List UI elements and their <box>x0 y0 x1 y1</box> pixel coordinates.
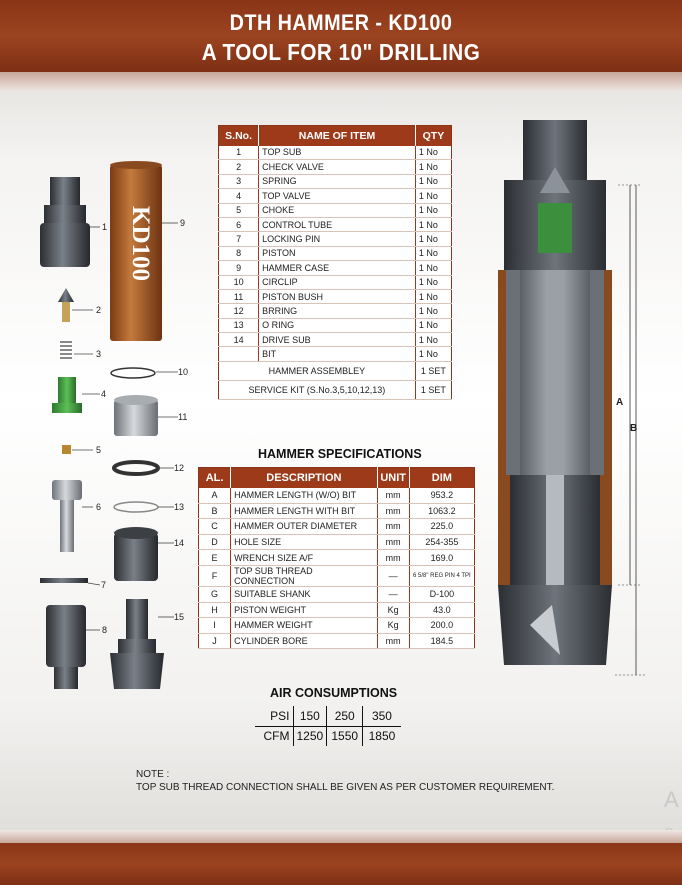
item-sno: 10 <box>219 275 259 289</box>
item-qty: 1 No <box>415 289 451 303</box>
item-name: CIRCLIP <box>259 275 416 289</box>
specs-row <box>199 633 475 649</box>
items-row <box>219 203 452 217</box>
spec-description: WRENCH SIZE A/F <box>231 550 378 566</box>
spec-al: A <box>199 488 231 504</box>
callout-15: 15 <box>174 612 185 622</box>
callout-3: 3 <box>96 349 102 359</box>
callout-11: 11 <box>178 412 188 422</box>
specs-table <box>198 467 475 649</box>
item-qty: 1 No <box>415 333 451 347</box>
part-piston-bush <box>114 395 178 436</box>
item-sno: 13 <box>219 318 259 332</box>
spec-description: HAMMER WEIGHT <box>231 618 378 634</box>
items-row <box>219 246 452 260</box>
item-qty: 1 No <box>415 261 451 275</box>
item-sno: 11 <box>219 289 259 303</box>
hammer-section-drawing <box>490 115 670 685</box>
callout-10: 10 <box>178 367 189 377</box>
specs-row <box>199 534 475 550</box>
part-top-sub <box>40 177 100 267</box>
footer-band <box>0 830 682 843</box>
item-qty: 1 No <box>415 189 451 203</box>
part-piston <box>46 605 100 689</box>
spec-dim: 43.0 <box>409 602 474 618</box>
spec-dim: 6 5/8" REG PIN 4 TPI <box>409 565 474 586</box>
spec-unit: mm <box>377 488 409 504</box>
item-qty: 1 No <box>415 347 451 361</box>
part-choke <box>62 445 93 454</box>
spec-description: PISTON WEIGHT <box>231 602 378 618</box>
item-sno: 9 <box>219 261 259 275</box>
item-name: CONTROL TUBE <box>259 217 416 231</box>
callout-4: 4 <box>101 389 107 399</box>
spec-al: C <box>199 519 231 535</box>
item-name: TOP VALVE <box>259 189 416 203</box>
header-banner <box>0 0 682 72</box>
specs-body <box>199 488 475 649</box>
page-subtitle: A TOOL FOR 10" DRILLING <box>201 39 481 65</box>
spec-unit: Kg <box>377 602 409 618</box>
callout-5: 5 <box>96 445 102 455</box>
item-name: BIT <box>259 347 416 361</box>
air-psi-value: 250 <box>327 706 363 726</box>
specs-row <box>199 565 475 586</box>
item-name: PISTON <box>259 246 416 260</box>
items-assembly-row <box>219 361 452 380</box>
air-cfm-label: CFM <box>255 726 293 746</box>
specs-col-dim: DIM <box>409 468 474 488</box>
specs-row <box>199 488 475 504</box>
items-table <box>218 125 452 400</box>
air-table <box>255 706 401 746</box>
spec-al: J <box>199 633 231 649</box>
air-cfm-value: 1550 <box>327 726 363 746</box>
callout-8: 8 <box>102 625 108 635</box>
items-service-kit-row <box>219 380 452 399</box>
spec-unit: mm <box>377 503 409 519</box>
air-cfm-value: 1850 <box>368 729 396 744</box>
spec-dim: D-100 <box>409 586 474 602</box>
items-row <box>219 174 452 188</box>
specs-col-desc: DESCRIPTION <box>231 468 378 488</box>
item-sno: 6 <box>219 217 259 231</box>
callout-14: 14 <box>174 538 185 548</box>
dimension-b-label: B <box>630 423 638 434</box>
callout-9: 9 <box>180 218 186 228</box>
spec-al: H <box>199 602 231 618</box>
note <box>136 768 554 794</box>
spec-unit: — <box>377 565 409 586</box>
specs-col-al: AL. <box>199 468 231 488</box>
service-kit-name: SERVICE KIT (S.No.3,5,10,12,13) <box>219 380 416 399</box>
spec-unit: mm <box>377 519 409 535</box>
spec-al: I <box>199 618 231 634</box>
footer-banner <box>0 843 682 885</box>
item-sno: 2 <box>219 160 259 174</box>
specs-row <box>199 602 475 618</box>
specs-header-row <box>199 468 475 488</box>
spec-al: D <box>199 534 231 550</box>
item-qty: 1 No <box>415 146 451 160</box>
assembly-name: HAMMER ASSEMBLEY <box>219 361 416 380</box>
item-name: CHOKE <box>259 203 416 217</box>
item-qty: 1 No <box>415 203 451 217</box>
items-row <box>219 146 452 160</box>
spec-dim: 200.0 <box>409 618 474 634</box>
air-cfm-value: 1250 <box>293 726 327 746</box>
air-psi-row <box>255 706 401 726</box>
items-row <box>219 217 452 231</box>
items-header-row <box>219 126 452 146</box>
items-col-name: NAME OF ITEM <box>259 126 416 146</box>
items-row <box>219 333 452 347</box>
part-b-ring <box>114 462 174 474</box>
item-name: DRIVE SUB <box>259 333 416 347</box>
specs-row <box>199 519 475 535</box>
spec-description: HAMMER OUTER DIAMETER <box>231 519 378 535</box>
item-qty: 1 No <box>415 174 451 188</box>
spec-unit: mm <box>377 550 409 566</box>
spec-unit: mm <box>377 633 409 649</box>
spec-description: SUITABLE SHANK <box>231 586 378 602</box>
spec-al: G <box>199 586 231 602</box>
item-qty: 1 No <box>415 232 451 246</box>
item-sno: 12 <box>219 304 259 318</box>
spec-dim: 184.5 <box>409 633 474 649</box>
item-name: TOP SUB <box>259 146 416 160</box>
specs-row <box>199 503 475 519</box>
air-psi-label: PSI <box>255 706 293 726</box>
callout-6: 6 <box>96 502 102 512</box>
spec-dim: 1063.2 <box>409 503 474 519</box>
item-qty: 1 No <box>415 275 451 289</box>
note-label: NOTE : <box>136 769 170 780</box>
callout-12: 12 <box>174 463 185 473</box>
items-row <box>219 304 452 318</box>
items-body <box>219 146 452 400</box>
items-row <box>219 261 452 275</box>
spec-description: CYLINDER BORE <box>231 633 378 649</box>
callout-2: 2 <box>96 305 102 315</box>
items-col-qty: QTY <box>415 126 451 146</box>
item-qty: 1 No <box>415 217 451 231</box>
spec-al: E <box>199 550 231 566</box>
spec-dim: 254-355 <box>409 534 474 550</box>
spec-al: F <box>199 565 231 586</box>
specs-col-unit: UNIT <box>377 468 409 488</box>
items-row <box>219 275 452 289</box>
part-circlip <box>111 368 178 378</box>
part-check-valve <box>58 288 93 322</box>
part-top-valve <box>52 377 100 413</box>
spec-unit: Kg <box>377 618 409 634</box>
header-band <box>0 72 682 92</box>
item-name: LOCKING PIN <box>259 232 416 246</box>
item-sno: 3 <box>219 174 259 188</box>
spec-description: HOLE SIZE <box>231 534 378 550</box>
item-sno: 7 <box>219 232 259 246</box>
spec-description: HAMMER LENGTH WITH BIT <box>231 503 378 519</box>
items-col-sno: S.No. <box>219 126 259 146</box>
item-name: HAMMER CASE <box>259 261 416 275</box>
spec-dim: 169.0 <box>409 550 474 566</box>
item-sno: 14 <box>219 333 259 347</box>
item-qty: 1 No <box>415 304 451 318</box>
specs-row <box>199 586 475 602</box>
assembly-qty: 1 SET <box>415 361 451 380</box>
item-name: BRRING <box>259 304 416 318</box>
page-title: DTH HAMMER - KD100 <box>229 10 453 35</box>
air-cfm-row <box>255 726 401 746</box>
spec-dim: 953.2 <box>409 488 474 504</box>
air-psi-value: 350 <box>363 706 401 726</box>
case-label: KD100 <box>127 206 154 281</box>
item-sno: 5 <box>219 203 259 217</box>
part-drive-sub <box>114 527 174 581</box>
items-row <box>219 347 452 361</box>
part-spring <box>60 342 93 358</box>
item-qty: 1 No <box>415 246 451 260</box>
part-locking-pin <box>40 578 100 585</box>
items-row <box>219 160 452 174</box>
specs-row <box>199 618 475 634</box>
item-name: SPRING <box>259 174 416 188</box>
spec-description: HAMMER LENGTH (W/O) BIT <box>231 488 378 504</box>
item-sno: 8 <box>219 246 259 260</box>
spec-unit: mm <box>377 534 409 550</box>
item-qty: 1 No <box>415 318 451 332</box>
service-kit-qty: 1 SET <box>415 380 451 399</box>
spec-unit: — <box>377 586 409 602</box>
edge-text-a: A <box>664 787 679 812</box>
note-text: TOP SUB THREAD CONNECTION SHALL BE GIVEN AS PER CUSTOMER REQUIREMENT. <box>136 782 555 793</box>
callout-7: 7 <box>101 580 107 590</box>
specs-row <box>199 550 475 566</box>
item-qty: 1 No <box>415 160 451 174</box>
item-name: PISTON BUSH <box>259 289 416 303</box>
part-control-tube <box>52 480 93 552</box>
spec-description: TOP SUB THREAD CONNECTION <box>231 565 378 586</box>
items-row <box>219 189 452 203</box>
items-row <box>219 232 452 246</box>
part-o-ring <box>114 502 174 512</box>
item-sno: 1 <box>219 146 259 160</box>
item-sno <box>219 347 259 361</box>
dimension-a-label: A <box>616 397 624 408</box>
air-psi-value: 150 <box>293 706 327 726</box>
specs-title: HAMMER SPECIFICATIONS <box>258 447 422 461</box>
callout-13: 13 <box>174 502 185 512</box>
spec-al: B <box>199 503 231 519</box>
item-sno: 4 <box>219 189 259 203</box>
items-row <box>219 318 452 332</box>
items-row <box>219 289 452 303</box>
part-drill-bit <box>110 599 174 689</box>
spec-dim: 225.0 <box>409 519 474 535</box>
air-title: AIR CONSUMPTIONS <box>270 686 398 700</box>
callout-1: 1 <box>102 222 108 232</box>
item-name: CHECK VALVE <box>259 160 416 174</box>
item-name: O RING <box>259 318 416 332</box>
